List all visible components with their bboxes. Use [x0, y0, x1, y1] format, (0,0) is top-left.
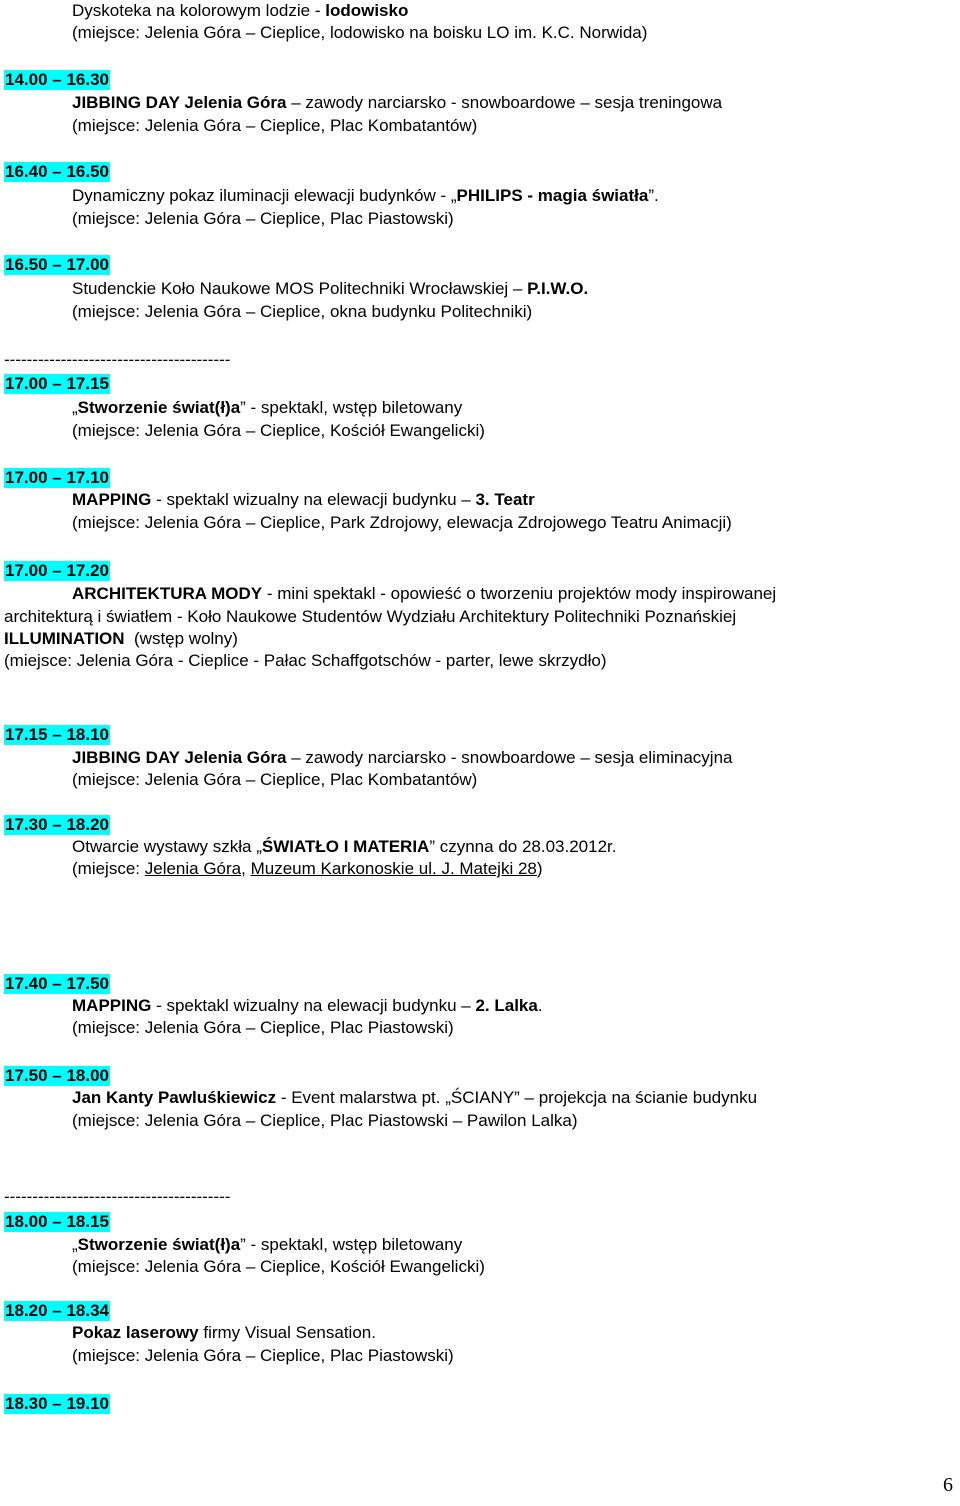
intro-title: Dyskoteka na kolorowym lodzie - lodowisko — [72, 1, 409, 20]
event-time: 17.50 – 18.00 — [5, 1066, 109, 1085]
separator: ---------------------------------------- — [4, 350, 231, 369]
separator: ---------------------------------------- — [4, 1187, 231, 1206]
event-place: (miejsce: Jelenia Góra – Cieplice, Plac Piastowski) — [72, 209, 454, 228]
event-place: (miejsce: Jelenia Góra - Cieplice - Pałac Schaffgotschów - parter, lewe skrzydło) — [4, 651, 607, 670]
event-place: (miejsce: Jelenia Góra – Cieplice, Plac Piastowski – Pawilon Lalka) — [72, 1111, 578, 1130]
event-title: Studenckie Koło Naukowe MOS Politechniki Wrocławskiej – P.I.W.O. — [72, 279, 589, 298]
event-place: (miejsce: Jelenia Góra – Cieplice, Park Zdrojowy, elewacja Zdrojowego Teatru Animacji) — [72, 513, 732, 532]
event-place: (miejsce: Jelenia Góra – Cieplice, Plac Kombatantów) — [72, 116, 478, 135]
event-time: 17.00 – 17.10 — [5, 468, 109, 487]
event-title: Jan Kanty Pawluśkiewicz - Event malarstwa pt. „ŚCIANY” – projekcja na ścianie budynku — [72, 1088, 758, 1107]
event-title: JIBBING DAY Jelenia Góra – zawody narciarsko - snowboardowe – sesja treningowa — [72, 93, 723, 112]
event-place: (miejsce: Jelenia Góra – Cieplice, Plac Kombatantów) — [72, 770, 478, 789]
event-time: 17.30 – 18.20 — [5, 815, 109, 834]
event-title: MAPPING - spektakl wizualny na elewacji budynku – 2. Lalka. — [72, 996, 543, 1015]
event-place: (miejsce: Jelenia Góra – Cieplice, okna budynku Politechniki) — [72, 302, 533, 321]
event-time: 18.00 – 18.15 — [5, 1212, 109, 1231]
event-description: architekturą i światłem - Koło Naukowe Studentów Wydziału Architektury Politechniki Poznańskiej — [4, 607, 737, 626]
event-title: Dynamiczny pokaz iluminacji elewacji budynków - „PHILIPS - magia światła”. — [72, 186, 659, 205]
event-organizer: ILLUMINATION (wstęp wolny) — [4, 629, 238, 648]
event-place: (miejsce: Jelenia Góra – Cieplice, Plac Piastowski) — [72, 1018, 454, 1037]
event-time: 16.40 – 16.50 — [5, 162, 109, 181]
event-time: 16.50 – 17.00 — [5, 255, 109, 274]
event-time: 17.00 – 17.20 — [5, 561, 109, 580]
event-title: „Stworzenie świat(ł)a” - spektakl, wstęp biletowany — [72, 1235, 463, 1254]
event-title: Pokaz laserowy firmy Visual Sensation. — [72, 1323, 376, 1342]
event-place: (miejsce: Jelenia Góra – Cieplice, Kościół Ewangelicki) — [72, 1257, 485, 1276]
intro-place: (miejsce: Jelenia Góra – Cieplice, lodowisko na boisku LO im. K.C. Norwida) — [72, 23, 648, 42]
event-title: Otwarcie wystawy szkła „ŚWIATŁO I MATERIA” czynna do 28.03.2012r. — [72, 837, 617, 856]
event-time: 17.15 – 18.10 — [5, 725, 109, 744]
event-title: ARCHITEKTURA MODY - mini spektakl - opowieść o tworzeniu projektów mody inspirowanej — [72, 584, 777, 603]
event-time: 17.40 – 17.50 — [5, 974, 109, 993]
event-time: 17.00 – 17.15 — [5, 374, 109, 393]
event-place: (miejsce: Jelenia Góra, Muzeum Karkonoskie ul. J. Matejki 28) — [72, 859, 543, 878]
event-place: (miejsce: Jelenia Góra – Cieplice, Kościół Ewangelicki) — [72, 421, 485, 440]
event-time: 14.00 – 16.30 — [5, 70, 109, 89]
event-place: (miejsce: Jelenia Góra – Cieplice, Plac Piastowski) — [72, 1346, 454, 1365]
event-time: 18.20 – 18.34 — [5, 1301, 109, 1320]
event-title: MAPPING - spektakl wizualny na elewacji budynku – 3. Teatr — [72, 490, 535, 509]
event-title: JIBBING DAY Jelenia Góra – zawody narciarsko - snowboardowe – sesja eliminacyjna — [72, 748, 733, 767]
page-number: 6 — [943, 1474, 953, 1496]
event-title: „Stworzenie świat(ł)a” - spektakl, wstęp biletowany — [72, 398, 463, 417]
event-time: 18.30 – 19.10 — [5, 1394, 109, 1413]
